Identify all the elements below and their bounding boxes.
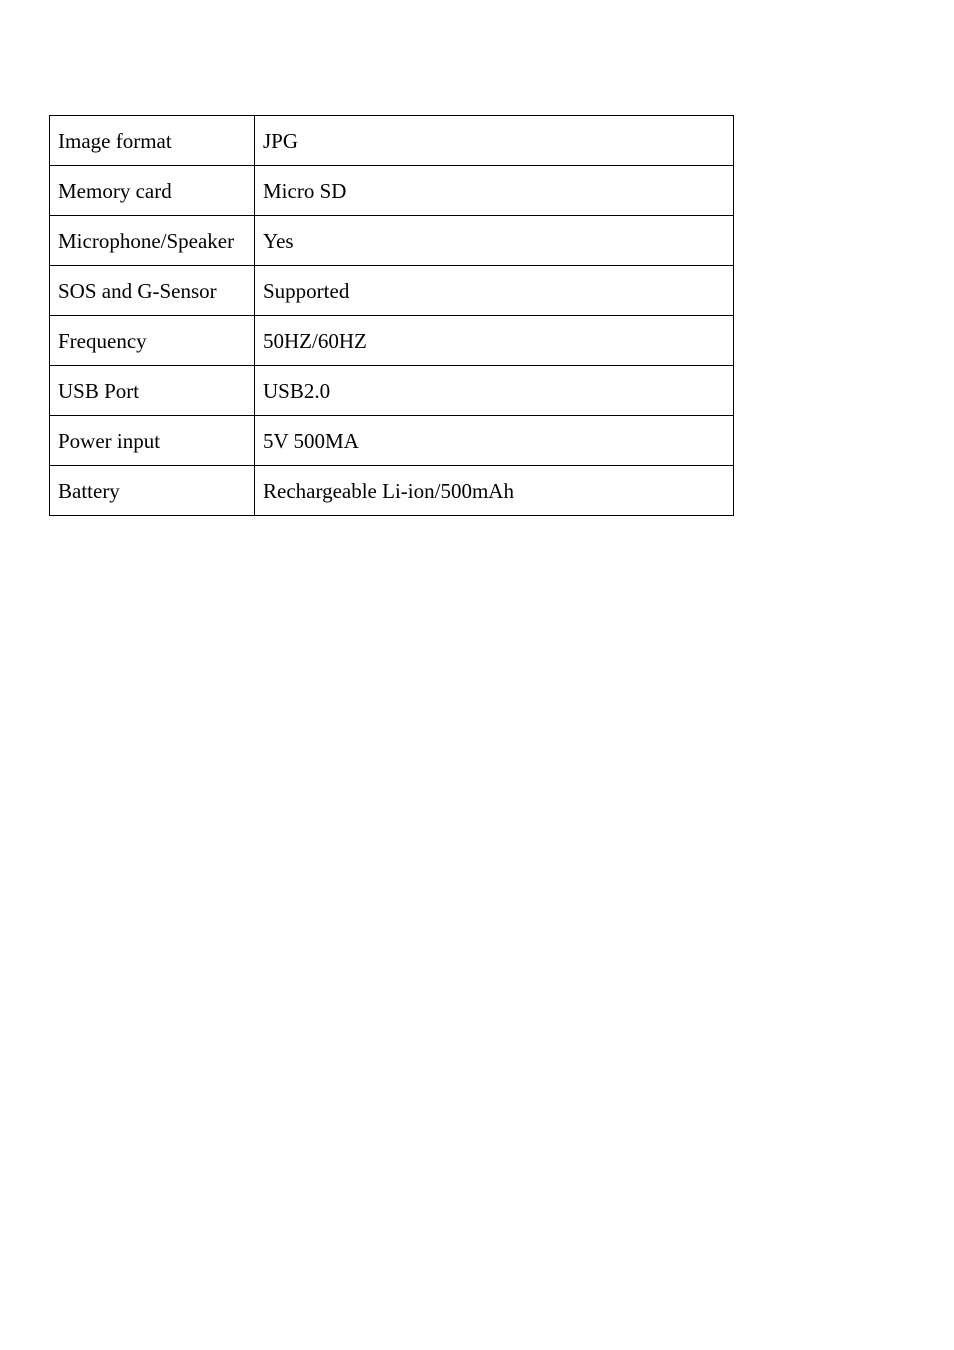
table-row [50,116,734,166]
spec-value: Supported [255,266,734,316]
spec-table [49,115,734,516]
table-row [50,266,734,316]
spec-label: Battery [50,466,255,516]
spec-value: Yes [255,216,734,266]
spec-label: Frequency [50,316,255,366]
table-row [50,316,734,366]
spec-value: JPG [255,116,734,166]
spec-label: USB Port [50,366,255,416]
spec-label: Memory card [50,166,255,216]
spec-value: USB2.0 [255,366,734,416]
table-row [50,166,734,216]
spec-value: Rechargeable Li-ion/500mAh [255,466,734,516]
spec-value: 5V 500MA [255,416,734,466]
table-row [50,366,734,416]
spec-label: Microphone/Speaker [50,216,255,266]
table-row [50,416,734,466]
spec-label: Image format [50,116,255,166]
spec-label: SOS and G-Sensor [50,266,255,316]
spec-label: Power input [50,416,255,466]
table-row [50,216,734,266]
spec-value: Micro SD [255,166,734,216]
table-row [50,466,734,516]
spec-value: 50HZ/60HZ [255,316,734,366]
